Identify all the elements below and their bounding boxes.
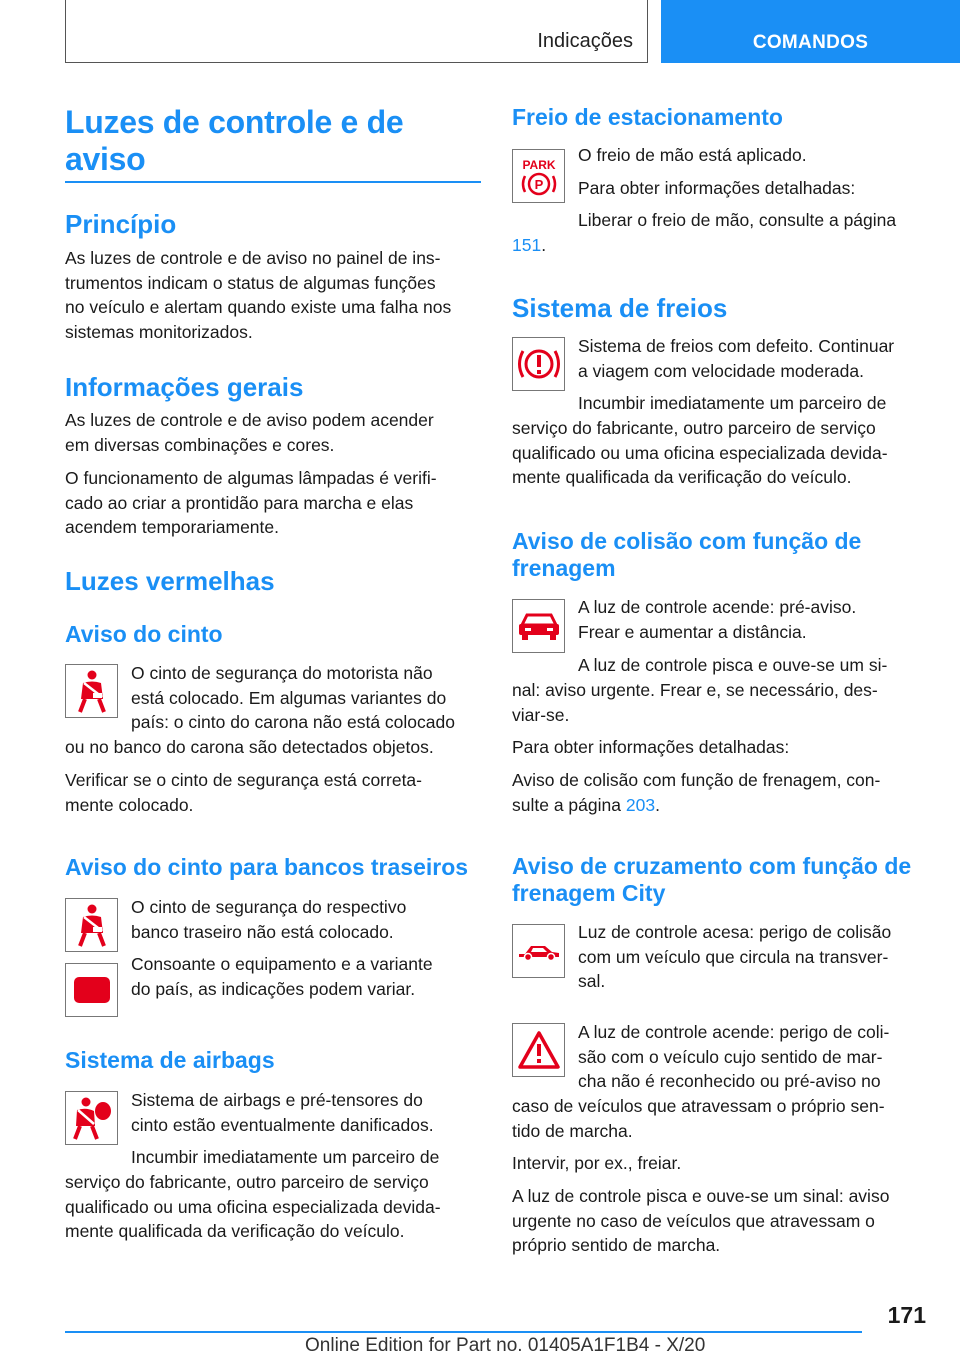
airbag-text-2-continued: serviço do fabricante, outro parceiro de serviço qualificado ou uma oficina especializada devida- mente qualificada da verificação do veículo. bbox=[65, 1172, 441, 1241]
heading-sistema-airbags: Sistema de airbags bbox=[65, 1047, 275, 1073]
heading-principio: Princípio bbox=[65, 209, 177, 239]
footer-rule bbox=[65, 1331, 862, 1333]
svg-text:P: P bbox=[534, 177, 543, 192]
cross-text-2-indented: A luz de controle acende: perigo de coli- são com o veículo cujo sentido de mar- cha não é reconhecido ou pré-aviso no bbox=[578, 1022, 890, 1091]
heading-luzes-vermelhas: Luzes vermelhas bbox=[65, 566, 275, 596]
park-text-2: Para obter informações detalhadas: bbox=[578, 178, 856, 198]
page-number: 171 bbox=[887, 1302, 926, 1328]
airbag-text-2-indented: Incumbir imediatamente um parceiro de bbox=[131, 1147, 440, 1167]
rear-belt-text-2: Consoante o equipamento e a variante do país, as indicações podem variar. bbox=[131, 954, 433, 999]
collision-text-2-indented: A luz de controle pisca e ouve-se um si- bbox=[578, 655, 888, 675]
airbag-text-1: Sistema de airbags e pré-tensores do cinto estão eventualmente danificados. bbox=[131, 1090, 434, 1135]
info-text-2: O funcionamento de algumas lâmpadas é verifi- cado ao criar a prontidão para marcha e elas acendem temporariamente. bbox=[65, 468, 437, 537]
header-chapter-label: COMANDOS bbox=[752, 32, 869, 53]
belt-text-continued: ou no banco do carona são detectados objetos. bbox=[65, 737, 434, 757]
heading-aviso-cruzamento: Aviso de cruzamento com função de frenagem City bbox=[512, 853, 912, 906]
belt-text-2: Verificar se o cinto de segurança está correta- mente colocado. bbox=[65, 770, 422, 815]
header-chapter-tab bbox=[661, 0, 960, 63]
park-text-3: Liberar o freio de mão, consulte a página bbox=[578, 210, 897, 230]
heading-sistema-freios: Sistema de freios bbox=[512, 293, 728, 323]
cross-text-2-continued: caso de veículos que atravessam o próprio sen- tido de marcha. bbox=[512, 1096, 885, 1141]
cross-text-4: A luz de controle pisca e ouve-se um sinal: aviso urgente no caso de veículos que atravessam o próprio sentido de marcha. bbox=[512, 1186, 890, 1255]
collision-text-2-continued: nal: aviso urgente. Frear e, se necessário, des- viar-se. bbox=[512, 680, 878, 725]
principio-text: As luzes de controle e de aviso no painel de ins- trumentos indicam o status de algumas funções no veículo e alertam quando existe uma falha nos sistemas monitorizados. bbox=[65, 248, 452, 342]
collision-text-1: A luz de controle acende: pré-aviso. Frear e aumentar a distância. bbox=[578, 597, 857, 642]
header-section-label: Indicações bbox=[537, 30, 633, 52]
cross-text-1: Luz de controle acesa: perigo de colisão com um veículo que circula na transver- sal. bbox=[578, 922, 892, 991]
collision-text-3: Para obter informações detalhadas: bbox=[512, 737, 790, 757]
heading-info-gerais: Informações gerais bbox=[65, 372, 304, 402]
brakes-text-1: Sistema de freios com defeito. Continuar a viagem com velocidade moderada. bbox=[578, 336, 895, 381]
heading-aviso-cinto-traseiros: Aviso do cinto para bancos traseiros bbox=[65, 854, 469, 880]
rear-belt-text-1: O cinto de segurança do respectivo banco traseiro não está colocado. bbox=[131, 897, 407, 942]
park-icon-label: PARK bbox=[521, 158, 556, 172]
brakes-text-2-continued: serviço do fabricante, outro parceiro de serviço qualificado ou uma oficina especializada devida- mente qualificada da verificação do veículo. bbox=[512, 418, 888, 487]
belt-text-indented: O cinto de segurança do motorista não está colocado. Em algumas variantes do país: o cinto do carona não está colocado bbox=[131, 663, 455, 732]
heading-aviso-cinto: Aviso do cinto bbox=[65, 621, 223, 647]
header-section-tab bbox=[65, 0, 648, 63]
info-text-1: As luzes de controle e de aviso podem acender em diversas combinações e cores. bbox=[65, 410, 434, 455]
page-title: Luzes de controle e de aviso bbox=[65, 104, 404, 177]
heading-aviso-colisao: Aviso de colisão com função de frenagem bbox=[512, 528, 862, 581]
cross-text-3: Intervir, por ex., freiar. bbox=[512, 1153, 682, 1173]
collision-text-4: Aviso de colisão com função de frenagem, con- sulte a página 203. bbox=[512, 770, 881, 815]
title-rule bbox=[65, 181, 481, 183]
heading-freio-estacionamento: Freio de estacionamento bbox=[512, 104, 783, 130]
collision-page-link[interactable]: 203 bbox=[625, 794, 656, 815]
park-page-link[interactable]: 151 bbox=[512, 235, 542, 255]
footer-edition: Online Edition for Part no. 01405A1F1B4 - X/20 bbox=[305, 1335, 706, 1356]
brakes-text-2-indented: Incumbir imediatamente um parceiro de bbox=[578, 393, 887, 413]
park-text-1: O freio de mão está aplicado. bbox=[578, 145, 807, 165]
park-page-ref: 151. bbox=[512, 235, 547, 255]
